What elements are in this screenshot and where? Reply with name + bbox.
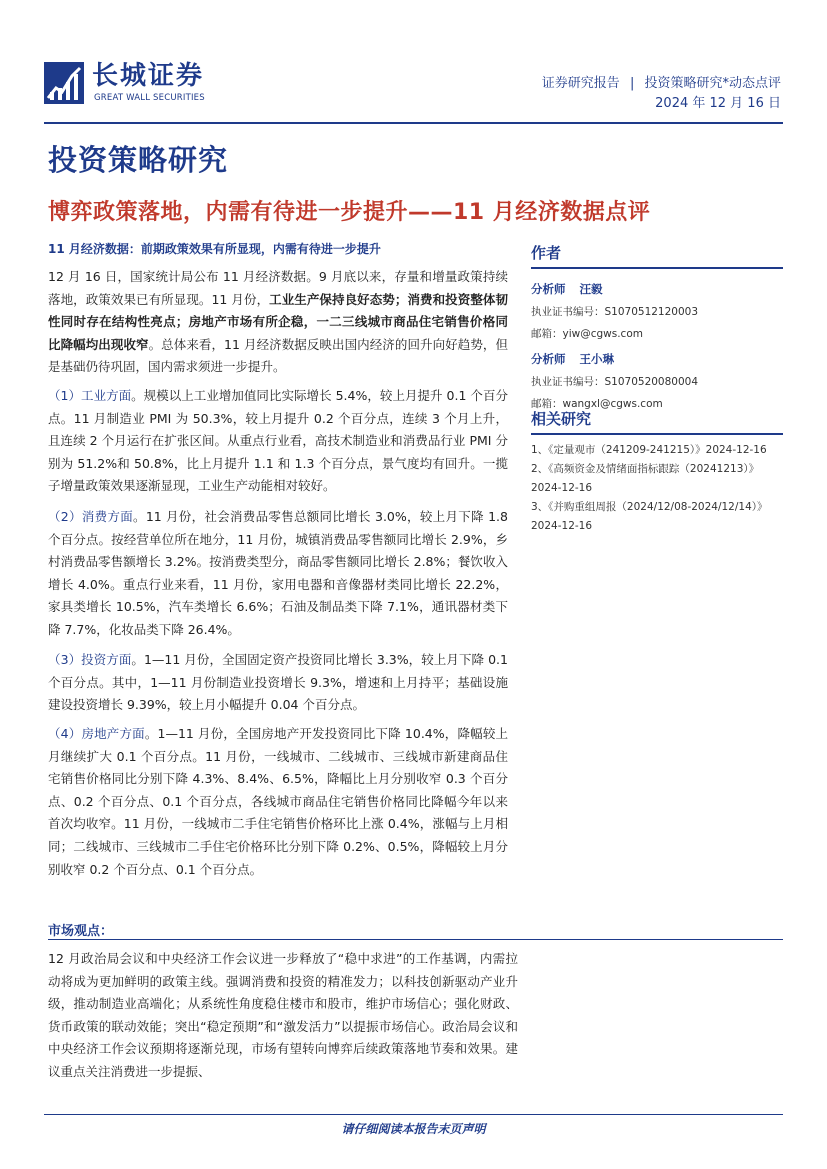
intro-lead: 12 月 16 日，国家统计局公布 11 月经济数据。9 月底以来，存量和增量政策持续落地，政策效果已有所显现。11 月份， <box>48 269 508 307</box>
intro-tail: 。总体来看，11 月经济数据反映出国内经济的回升向好趋势，但是基础仍待巩固，国内需求须进一步提升。 <box>48 336 508 375</box>
analyst-header <box>531 281 783 297</box>
analyst-role: 分析师 <box>531 352 566 366</box>
section-title: 投资策略研究 <box>48 143 229 177</box>
analyst-card <box>531 281 783 341</box>
analyst-email <box>531 327 783 341</box>
section-text: 。1—11 月份，全国房地产开发投资同比下降 10.4%，降幅较上月继续扩大 0.1 个百分点。11 月份，一线城市、二线城市、三线城市新建商品住宅销售价格同比分别下降 4.3%、8.4%、6.5%，降幅比上月分别收窄 0.3 个百分点、0.2 个百分点、0.1 个百分点，各线城市商品住宅销售价格同比降幅今年以来首次均收窄。11 月份，一线城市二手住宅销售价格环比上涨 0.4%，涨幅与上月相同；二线城市、三线城市二手住宅价格环比分别下降 0.2%、0.5%，降幅较上月分别收窄 0.2 个百分点、0.1 个百分点。 <box>48 726 508 877</box>
analyst-cert <box>531 375 783 389</box>
email-link[interactable]: yiw@cgws.com <box>562 328 643 340</box>
header-divider <box>44 122 783 124</box>
section-label: （1）工业方面 <box>48 388 132 403</box>
market-paragraph: 12 月政治局会议和中央经济工作会议进一步释放了“稳中求进”的工作基调，内需拉动将成为更加鲜明的政策主线。强调消费和投资的精准发力；以科技创新驱动产业升级，推动制造业高端化；从系统性角度稳住楼市和股市，维护市场信心；强化财政、货币政策的联动效能；突出“稳定预期”和“激发活力”以提振市场信心。政治局会议和中央经济工作会议预期将逐渐兑现，市场有望转向博弈后续政策落地节奏和效果。建议重点关注消费进一步提振、 <box>48 951 518 1079</box>
related-date: 2024-12-16 <box>531 520 593 532</box>
intro-paragraph <box>48 266 508 379</box>
authors-heading: 作者 <box>531 242 783 269</box>
authors-panel <box>531 242 783 411</box>
section-real-estate <box>48 723 508 881</box>
section-label: （4）房地产方面 <box>48 726 145 741</box>
footer-divider <box>44 1114 783 1115</box>
related-title: 2、《高频资金及情绪面指标跟踪（20241213）》 <box>531 463 760 475</box>
logo-subtext: GREAT WALL SECURITIES <box>94 93 205 103</box>
cert-label: 执业证书编号： <box>531 306 605 318</box>
analyst-name: 王小琳 <box>579 352 615 366</box>
email-label: 邮箱： <box>531 328 563 340</box>
page-title: 博弈政策落地，内需有待进一步提升——11 月经济数据点评 <box>48 200 651 225</box>
related-panel <box>531 408 783 536</box>
analyst-role: 分析师 <box>531 282 566 296</box>
related-title: 1、《定量观市（241209-241215）》2024-12-16 <box>531 444 767 456</box>
header-meta <box>542 74 781 114</box>
related-item[interactable] <box>531 441 783 460</box>
report-type: 证券研究报告 <box>541 76 620 91</box>
cert-number: S1070512120003 <box>604 306 699 318</box>
related-heading: 相关研究 <box>531 408 783 435</box>
section-label: （2）消费方面 <box>48 509 134 524</box>
section-investment <box>48 649 508 717</box>
related-date: 2024-12-16 <box>531 482 593 494</box>
section-text: 。1—11 月份，全国固定资产投资同比增长 3.3%，较上月下降 0.1 个百分点。其中，1—11 月份制造业投资增长 9.3%，增速和上月持平；基础设施建设投资增长 9.39%，较上月小幅提升 0.04 个百分点。 <box>48 652 508 713</box>
section-text: 。规模以上工业增加值同比实际增长 5.4%，较上月提升 0.1 个百分点。11 月制造业 PMI 为 50.3%，较上月提升 0.2 个百分点，连续 3 个月上升，且连续 2 个月运行在扩张区间。从重点行业看，高技术制造业和消费品行业 PMI 分别为 51.2%和 50.8%，比上月提升 1.1 和 1.3 个百分点，景气度均有回升。一揽子增量政策效果逐渐显现，工业生产动能相对较好。 <box>48 388 508 494</box>
analyst-header <box>531 351 783 367</box>
section-text: 。11 月份，社会消费品零售总额同比增长 3.0%，较上月下降 1.8 个百分点。按经营单位所在地分，11 月份，城镇消费品零售额同比增长 2.9%，乡村消费品零售额增长 3.2%。按消费类型分，商品零售额同比增长 2.8%；餐饮收入增长 4.0%。重点行业来看，11 月份，家用电器和音像器材类同比增长 22.2%，家具类增长 10.5%，汽车类增长 6.6%；石油及制品类下降 7.1%，通讯器材类下降 7.7%，化妆品类下降 26.4%。 <box>48 509 508 637</box>
related-title: 3、《并购重组周报（2024/12/08-2024/12/14）》 <box>531 501 768 513</box>
logo-icon <box>44 62 84 104</box>
cert-label: 执业证书编号： <box>531 376 605 388</box>
footer-disclaimer: 请仔细阅读本报告末页声明 <box>341 1122 486 1136</box>
header-separator: | <box>629 76 635 91</box>
cert-number: S1070520080004 <box>604 376 699 388</box>
logo-text: 长城证券 <box>92 61 205 91</box>
report-category: 投资策略研究*动态点评 <box>644 76 781 91</box>
analyst-card <box>531 351 783 411</box>
analyst-name: 汪毅 <box>579 282 603 296</box>
report-date: 2024 年 12 月 16 日 <box>655 96 781 111</box>
intro-bold: 工业生产保持良好态势；消费和投资整体韧性同时存在结构性亮点；房地产市场有所企稳，一二三线城市商品住宅销售价格同比降幅均出现收窄 <box>48 291 508 352</box>
section-industry <box>48 385 508 498</box>
market-divider <box>48 939 783 940</box>
market-heading: 市场观点： <box>48 924 114 939</box>
subheading: 11 月经济数据：前期政策效果有所显现，内需有待进一步提升 <box>48 242 381 256</box>
related-item[interactable] <box>531 460 783 498</box>
related-list <box>531 441 783 536</box>
email-link[interactable]: wangxl@cgws.com <box>562 398 663 410</box>
section-consumption <box>48 506 508 642</box>
related-item[interactable] <box>531 498 783 536</box>
analyst-cert <box>531 305 783 319</box>
email-label: 邮箱： <box>531 398 563 410</box>
section-label: （3）投资方面 <box>48 652 132 667</box>
